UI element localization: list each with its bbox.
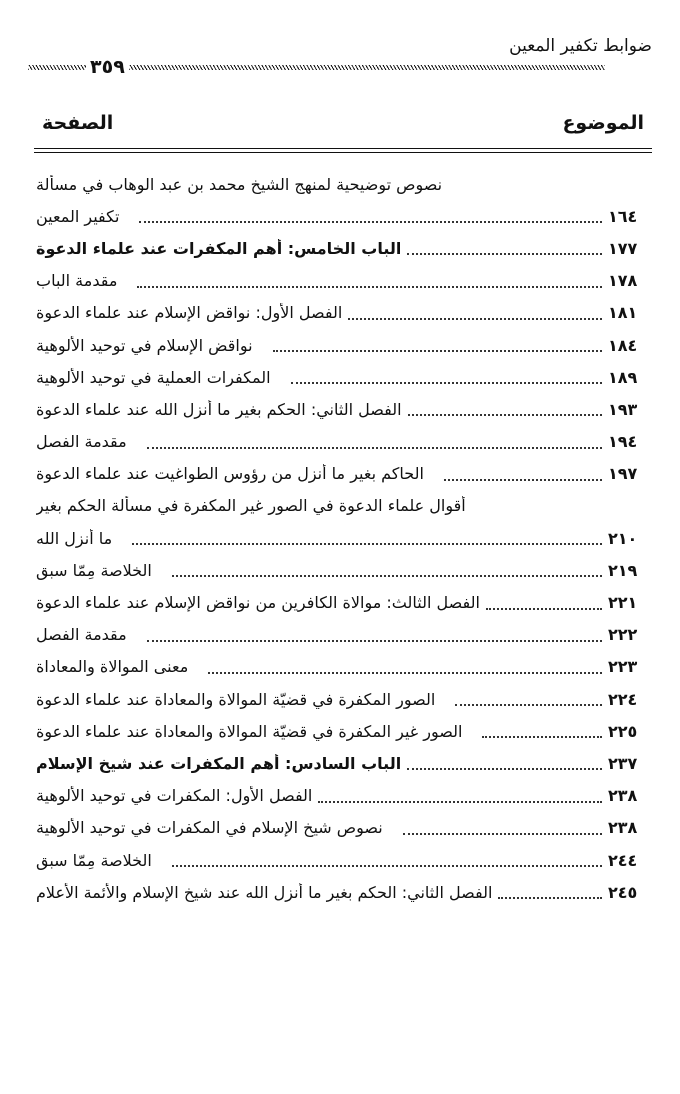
toc-entry-page: ١٩٣ [608, 399, 638, 419]
page-number: ٣٥٩ [90, 56, 125, 78]
toc-entry-page: ٢٢١ [608, 593, 638, 613]
dot-leader [455, 704, 602, 706]
toc-entry [36, 683, 648, 715]
toc-entry [36, 715, 648, 747]
toc-entry-page: ٢٢٥ [608, 721, 638, 741]
toc-entry-title: أقوال علماء الدعوة في الصور غير المكفرة في مسألة الحكم بغير [36, 496, 466, 516]
dot-leader [291, 382, 602, 384]
toc-entry-title: الصور غير المكفرة في قضيّة الموالاة والمعاداة عند علماء الدعوة [36, 721, 463, 741]
toc-entry-title: مقدمة الباب [36, 271, 118, 291]
toc-entry-page: ١٨١ [608, 303, 638, 323]
toc-entry-title: معنى الموالاة والمعاداة [36, 657, 189, 677]
dot-leader [147, 640, 602, 642]
running-header [28, 36, 652, 76]
toc-entry [36, 619, 648, 651]
toc-entry [36, 426, 648, 458]
toc-entry-page: ١٩٧ [608, 464, 638, 484]
toc-entry-page: ٢٤٤ [608, 850, 638, 870]
toc-entry [36, 200, 648, 232]
dot-leader [147, 447, 602, 449]
dot-leader [172, 865, 602, 867]
toc-entry-page: ٢١٩ [608, 560, 638, 580]
toc-entry [36, 876, 648, 908]
toc-entry-page: ٢٤٥ [608, 882, 638, 902]
toc-entry-title: الفصل الثاني: الحكم بغير ما أنزل الله عند علماء الدعوة [36, 399, 402, 419]
header-rule-top [34, 148, 652, 149]
toc-entry-page: ١٦٤ [608, 206, 638, 226]
toc-entry-page: ٢٣٧ [608, 753, 638, 773]
toc-entry-title: الباب الخامس: أهم المكفرات عند علماء الدعوة [36, 238, 402, 258]
dot-leader [408, 414, 602, 416]
page-number-ornament [28, 56, 605, 78]
toc-entry-title: الباب السادس: أهم المكفرات عند شيخ الإسلام [36, 753, 402, 773]
toc-entry-title: ما أنزل الله [36, 528, 113, 548]
toc-entry-page: ٢٣٨ [608, 786, 638, 806]
toc-entry-title: تكفير المعين [36, 206, 120, 226]
toc-entry [36, 780, 648, 812]
toc-entry [36, 361, 648, 393]
toc-entry-page: ١٧٨ [608, 271, 638, 291]
dot-leader [132, 543, 602, 545]
toc-entry-title: الفصل الثالث: موالاة الكافرين من نواقض الإسلام عند علماء الدعوة [36, 593, 480, 613]
toc-entry-title: نصوص شيخ الإسلام في المكفرات في توحيد الألوهية [36, 818, 383, 838]
toc-entry [36, 747, 648, 779]
table-of-contents [36, 168, 648, 908]
toc-entry [36, 393, 648, 425]
toc-entry [36, 265, 648, 297]
dot-leader [403, 833, 602, 835]
toc-entry [36, 586, 648, 618]
toc-entry [36, 490, 648, 522]
toc-entry [36, 329, 648, 361]
dot-leader [407, 768, 602, 770]
dot-leader [273, 350, 602, 352]
page-column-header: الصفحة [42, 112, 114, 134]
dot-leader [482, 736, 602, 738]
toc-entry [36, 232, 648, 264]
dot-leader [348, 318, 602, 320]
topic-column-header: الموضوع [562, 112, 644, 134]
dot-leader [486, 608, 602, 610]
toc-entry-page: ١٨٩ [608, 367, 638, 387]
toc-entry-title: الخلاصة مِمّا سبق [36, 850, 152, 870]
toc-entry-title: المكفرات العملية في توحيد الألوهية [36, 367, 271, 387]
toc-entry-title: الفصل الثاني: الحكم بغير ما أنزل الله عند شيخ الإسلام والأئمة الأعلام [36, 882, 493, 902]
column-headers [36, 112, 644, 142]
toc-entry-title: نصوص توضيحية لمنهج الشيخ محمد بن عبد الوهاب في مسألة [36, 174, 443, 194]
toc-entry-title: الحاكم بغير ما أنزل من رؤوس الطواغيت عند علماء الدعوة [36, 464, 424, 484]
toc-entry-page: ٢٢٣ [608, 657, 638, 677]
book-title: ضوابط تكفير المعين [509, 36, 652, 56]
toc-entry-title: الفصل الأول: نواقض الإسلام عند علماء الدعوة [36, 303, 343, 323]
toc-entry [36, 458, 648, 490]
toc-entry-title: نواقض الإسلام في توحيد الألوهية [36, 335, 253, 355]
header-rule-bottom [34, 152, 652, 153]
toc-entry-title: مقدمة الفصل [36, 625, 127, 645]
toc-entry [36, 812, 648, 844]
toc-entry-page: ٢٢٢ [608, 625, 638, 645]
dot-leader [318, 801, 602, 803]
toc-entry [36, 554, 648, 586]
dot-leader [137, 286, 602, 288]
toc-entry-page: ٢٣٨ [608, 818, 638, 838]
toc-entry-page: ١٩٤ [608, 432, 638, 452]
toc-entry-title: الصور المكفرة في قضيّة الموالاة والمعاداة عند علماء الدعوة [36, 689, 436, 709]
toc-entry [36, 844, 648, 876]
dot-leader [172, 575, 602, 577]
toc-entry-page: ٢١٠ [608, 528, 638, 548]
toc-entry-page: ٢٢٤ [608, 689, 638, 709]
toc-entry-title: الفصل الأول: المكفرات في توحيد الألوهية [36, 786, 313, 806]
toc-entry-page: ١٧٧ [608, 238, 638, 258]
toc-entry-title: مقدمة الفصل [36, 432, 127, 452]
toc-entry [36, 297, 648, 329]
toc-entry-title: الخلاصة مِمّا سبق [36, 560, 152, 580]
hatch-ornament-left [28, 65, 86, 70]
dot-leader [208, 672, 602, 674]
dot-leader [139, 221, 602, 223]
dot-leader [498, 897, 602, 899]
toc-entry [36, 168, 648, 200]
toc-entry [36, 522, 648, 554]
toc-entry [36, 651, 648, 683]
toc-entry-page: ١٨٤ [608, 335, 638, 355]
hatch-ornament-right [129, 65, 605, 70]
dot-leader [444, 479, 602, 481]
dot-leader [407, 253, 602, 255]
